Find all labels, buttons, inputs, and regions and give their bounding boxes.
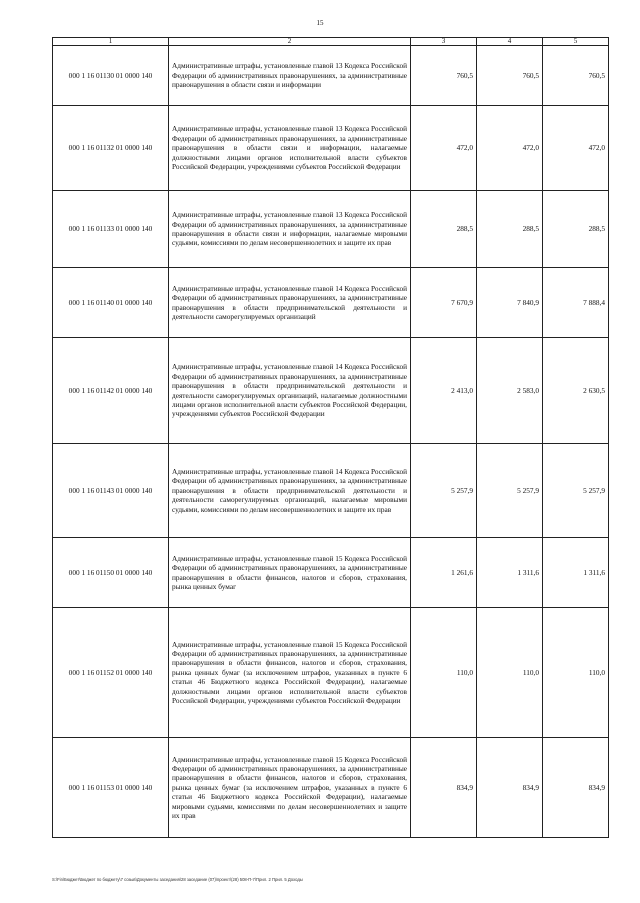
amount-year1: 2 413,0 <box>411 338 477 444</box>
column-header-year1: 3 <box>411 38 477 46</box>
revenue-description: Административные штрафы, установленные главой 14 Кодекса Российской Федерации об административных правонарушениях, за административные правонарушения в области предпринимательской деятельности и деятельности саморегулируемых организаций, налагаемые должностными лицами органов исполнительной власти субъектов Российской Федерации, учреждениями субъектов Российской Федерации <box>169 338 411 444</box>
revenue-description: Административные штрафы, установленные главой 14 Кодекса Российской Федерации об административных правонарушениях, за административные правонарушения в области предпринимательской деятельности и деятельности саморегулируемых организаций <box>169 268 411 338</box>
amount-year1: 110,0 <box>411 608 477 738</box>
amount-year3: 834,9 <box>543 738 609 838</box>
table-row <box>53 608 609 738</box>
column-header-description: 2 <box>169 38 411 46</box>
footer-file-path: S:\Fin\Бюджет\Бюджет по бюджету\7 созыв\Документы заседания\28 заседание (07)\проект\(28) 508-П-7\Прил. 2 Прил. 5 Доходы <box>52 877 303 882</box>
revenue-description: Административные штрафы, установленные главой 15 Кодекса Российской Федерации об административных правонарушениях, за административные правонарушения в области финансов, налогов и сборов, страхования, рынка ценных бумаг (за исключением штрафов, указанных в пункте 6 статьи 46 Бюджетного кодекса Российской Федерации), налагаемые должностными лицами органов исполнительной власти субъектов Российской Федерации, учреждениями субъектов Российской Федерации <box>169 608 411 738</box>
column-header-year2: 4 <box>477 38 543 46</box>
revenue-description: Административные штрафы, установленные главой 13 Кодекса Российской Федерации об административных правонарушениях, за административные правонарушения в области связи и информации, налагаемые мировыми судьями, комиссиями по делам несовершеннолетних и защите их прав <box>169 191 411 268</box>
amount-year2: 5 257,9 <box>477 444 543 538</box>
amount-year1: 834,9 <box>411 738 477 838</box>
kbk-code: 000 1 16 01130 01 0000 140 <box>53 46 169 106</box>
kbk-code: 000 1 16 01143 01 0000 140 <box>53 444 169 538</box>
amount-year1: 7 670,9 <box>411 268 477 338</box>
amount-year2: 2 583,0 <box>477 338 543 444</box>
amount-year2: 7 840,9 <box>477 268 543 338</box>
kbk-code: 000 1 16 01142 01 0000 140 <box>53 338 169 444</box>
revenue-description: Административные штрафы, установленные главой 15 Кодекса Российской Федерации об административных правонарушениях, за административные правонарушения в области финансов, налогов и сборов, страхования, рынка ценных бумаг <box>169 538 411 608</box>
amount-year3: 5 257,9 <box>543 444 609 538</box>
revenue-description: Административные штрафы, установленные главой 14 Кодекса Российской Федерации об административных правонарушениях, за административные правонарушения в области предпринимательской деятельности и деятельности саморегулируемых организаций, налагаемые мировыми судьями, комиссиями по делам несовершеннолетних и защите их прав <box>169 444 411 538</box>
column-header-code: 1 <box>53 38 169 46</box>
revenue-description: Административные штрафы, установленные главой 13 Кодекса Российской Федерации об административных правонарушениях, за административные правонарушения в области связи и информации, налагаемые должностными лицами органов исполнительной власти субъектов Российской Федерации, учреждениями субъектов Российской Федерации <box>169 106 411 191</box>
amount-year3: 1 311,6 <box>543 538 609 608</box>
amount-year2: 288,5 <box>477 191 543 268</box>
table-row <box>53 268 609 338</box>
amount-year3: 2 630,5 <box>543 338 609 444</box>
kbk-code: 000 1 16 01133 01 0000 140 <box>53 191 169 268</box>
amount-year3: 110,0 <box>543 608 609 738</box>
table-row <box>53 338 609 444</box>
amount-year2: 760,5 <box>477 46 543 106</box>
revenue-description: Административные штрафы, установленные главой 13 Кодекса Российской Федерации об административных правонарушениях, за административные правонарушения в области связи и информации <box>169 46 411 106</box>
table-row <box>53 106 609 191</box>
amount-year2: 110,0 <box>477 608 543 738</box>
amount-year1: 760,5 <box>411 46 477 106</box>
kbk-code: 000 1 16 01152 01 0000 140 <box>53 608 169 738</box>
amount-year3: 472,0 <box>543 106 609 191</box>
kbk-code: 000 1 16 01132 01 0000 140 <box>53 106 169 191</box>
table-row <box>53 738 609 838</box>
amount-year1: 288,5 <box>411 191 477 268</box>
table-row <box>53 191 609 268</box>
amount-year2: 834,9 <box>477 738 543 838</box>
amount-year3: 288,5 <box>543 191 609 268</box>
amount-year1: 472,0 <box>411 106 477 191</box>
amount-year1: 1 261,6 <box>411 538 477 608</box>
amount-year3: 7 888,4 <box>543 268 609 338</box>
page-number: 15 <box>316 19 324 27</box>
table-row <box>53 46 609 106</box>
table-row <box>53 444 609 538</box>
kbk-code: 000 1 16 01153 01 0000 140 <box>53 738 169 838</box>
column-header-year3: 5 <box>543 38 609 46</box>
kbk-code: 000 1 16 01140 01 0000 140 <box>53 268 169 338</box>
revenue-description: Административные штрафы, установленные главой 15 Кодекса Российской Федерации об административных правонарушениях, за административные правонарушения в области финансов, налогов и сборов, страхования, рынка ценных бумаг (за исключением штрафов, указанных в пункте 6 статьи 46 Бюджетного кодекса Российской Федерации), налагаемые мировыми судьями, комиссиями по делам несовершеннолетних и защите их прав <box>169 738 411 838</box>
amount-year3: 760,5 <box>543 46 609 106</box>
table-row <box>53 538 609 608</box>
amount-year2: 1 311,6 <box>477 538 543 608</box>
kbk-code: 000 1 16 01150 01 0000 140 <box>53 538 169 608</box>
amount-year2: 472,0 <box>477 106 543 191</box>
column-number-header-row <box>53 38 609 46</box>
amount-year1: 5 257,9 <box>411 444 477 538</box>
revenue-table <box>52 37 609 838</box>
